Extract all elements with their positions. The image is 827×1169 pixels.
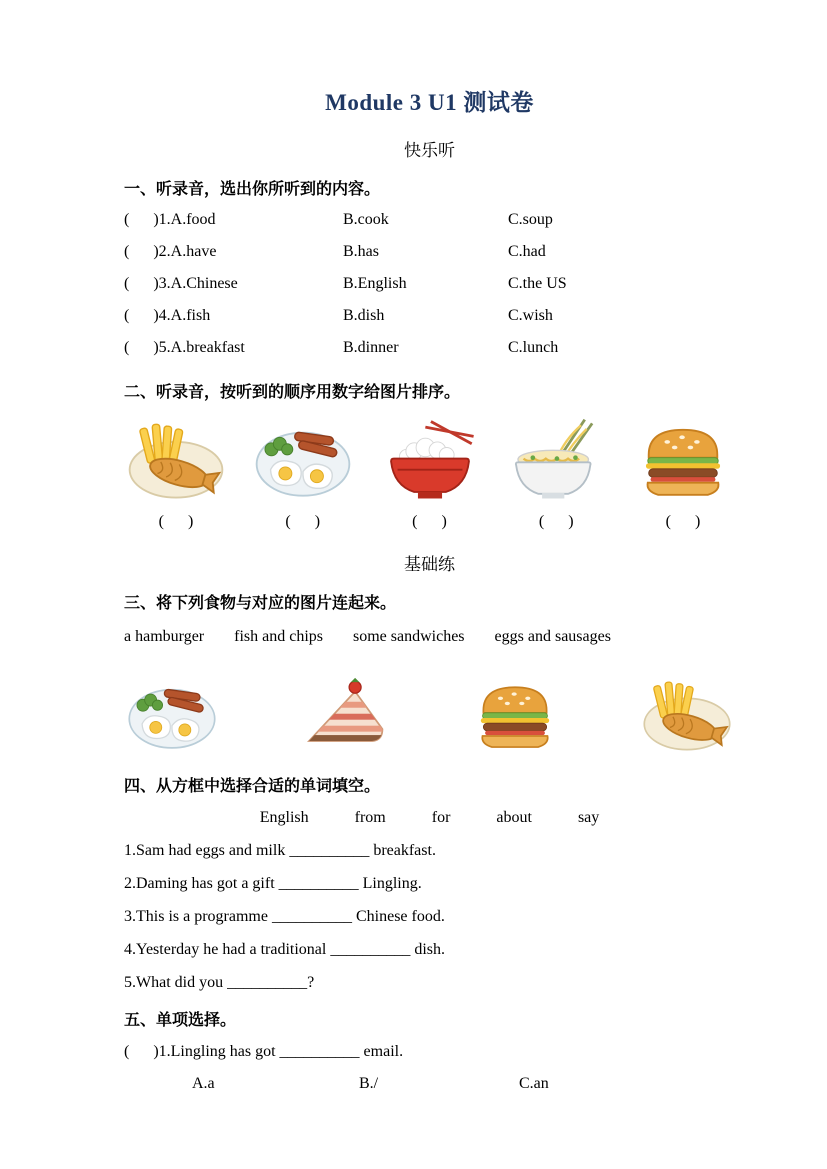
mc-option-b: B./ — [359, 1075, 379, 1092]
fill-sentence-2: 2.Daming has got a gift __________ Lingling. — [124, 875, 422, 892]
section5-heading: 五、单项选择。 — [124, 1012, 237, 1029]
choice-5a: ( )5.A.breakfast — [124, 339, 245, 356]
bank-word-english: English — [259, 809, 309, 826]
choice-3b: B.English — [343, 275, 407, 292]
order-answer-paren: ( ) — [538, 513, 574, 530]
order-answer-paren: ( ) — [285, 513, 321, 530]
bank-word-from: from — [354, 809, 386, 826]
fill-sentence-1: 1.Sam had eggs and milk __________ breakfast. — [124, 842, 436, 859]
section2-image-row — [124, 414, 735, 531]
hamburger-image — [632, 414, 734, 506]
match-word-fish-and-chips: fish and chips — [234, 628, 323, 645]
word-bank — [124, 809, 735, 827]
rice-bowl-image — [379, 414, 481, 506]
match-word-eggs-and-sausages: eggs and sausages — [494, 628, 611, 645]
section3-heading: 三、将下列食物与对应的图片连起来。 — [124, 595, 397, 612]
fill-sentence-5: 5.What did you __________? — [124, 974, 315, 991]
listening-choice-row-5 — [124, 332, 735, 364]
figure-noodle-bowl — [504, 414, 608, 531]
fill-in-sentences — [124, 841, 735, 992]
cake-slice-image — [297, 672, 391, 758]
choice-4b: B.dish — [343, 307, 385, 324]
eggs-and-sausages-image — [252, 414, 354, 506]
bank-word-say: say — [577, 809, 600, 826]
fish-and-chips-image — [125, 414, 227, 506]
figure-cake-slice — [296, 672, 392, 758]
fill-sentence-4: 4.Yesterday he had a traditional __________ dish. — [124, 941, 445, 958]
fill-sentence-3: 3.This is a programme __________ Chinese food. — [124, 908, 445, 925]
match-word-hamburger: a hamburger — [124, 628, 205, 645]
mc-option-c: C.an — [519, 1075, 549, 1092]
listening-choice-row-1 — [124, 204, 735, 236]
listening-choice-row-3 — [124, 268, 735, 300]
match-word-sandwiches: some sandwiches — [353, 628, 465, 645]
figure-hamburger — [631, 414, 735, 531]
section1-heading: 一、听录音，选出你所听到的内容。 — [124, 181, 381, 198]
fish-and-chips-image — [640, 672, 734, 758]
listening-choice-row-2 — [124, 236, 735, 268]
section3-image-row — [124, 672, 735, 758]
figure-hamburger — [467, 672, 563, 758]
mc-option-a: A.a — [192, 1075, 215, 1092]
choice-2b: B.has — [343, 243, 379, 260]
choice-1a: ( )1.A.food — [124, 211, 216, 228]
order-answer-paren: ( ) — [665, 513, 701, 530]
order-answer-paren: ( ) — [158, 513, 194, 530]
bank-word-for: for — [431, 809, 451, 826]
section1-rows — [124, 204, 735, 364]
page-title: Module 3 U1 测试卷 — [325, 90, 534, 115]
figure-fish-and-chips — [639, 672, 735, 758]
choice-2c: C.had — [508, 243, 546, 260]
choice-5c: C.lunch — [508, 339, 559, 356]
choice-2a: ( )2.A.have — [124, 243, 217, 260]
figure-fish-and-chips — [124, 414, 228, 531]
part-label-listening: 快乐听 — [404, 141, 455, 160]
figure-eggs-and-sausages — [251, 414, 355, 531]
listening-choice-row-4 — [124, 300, 735, 332]
choice-3c: C.the US — [508, 275, 567, 292]
choice-3a: ( )3.A.Chinese — [124, 275, 238, 292]
bank-word-about: about — [496, 809, 532, 826]
mc-question-1: ( )1.Lingling has got __________ email. — [124, 1043, 404, 1060]
choice-1c: C.soup — [508, 211, 553, 228]
figure-rice-bowl — [378, 414, 482, 531]
choice-4c: C.wish — [508, 307, 553, 324]
section4-heading: 四、从方框中选择合适的单词填空。 — [124, 778, 381, 795]
mc-options-row — [124, 1075, 735, 1093]
figure-eggs-and-sausages — [124, 672, 220, 758]
choice-1b: B.cook — [343, 211, 389, 228]
order-answer-paren: ( ) — [412, 513, 447, 530]
part-label-basics: 基础练 — [404, 555, 455, 574]
hamburger-image — [468, 672, 562, 758]
choice-4a: ( )4.A.fish — [124, 307, 211, 324]
section3-words — [124, 628, 735, 646]
eggs-and-sausages-image — [125, 672, 219, 758]
section2-heading: 二、听录音，按听到的顺序用数字给图片排序。 — [124, 384, 461, 401]
choice-5b: B.dinner — [343, 339, 399, 356]
noodle-bowl-image — [505, 414, 607, 506]
